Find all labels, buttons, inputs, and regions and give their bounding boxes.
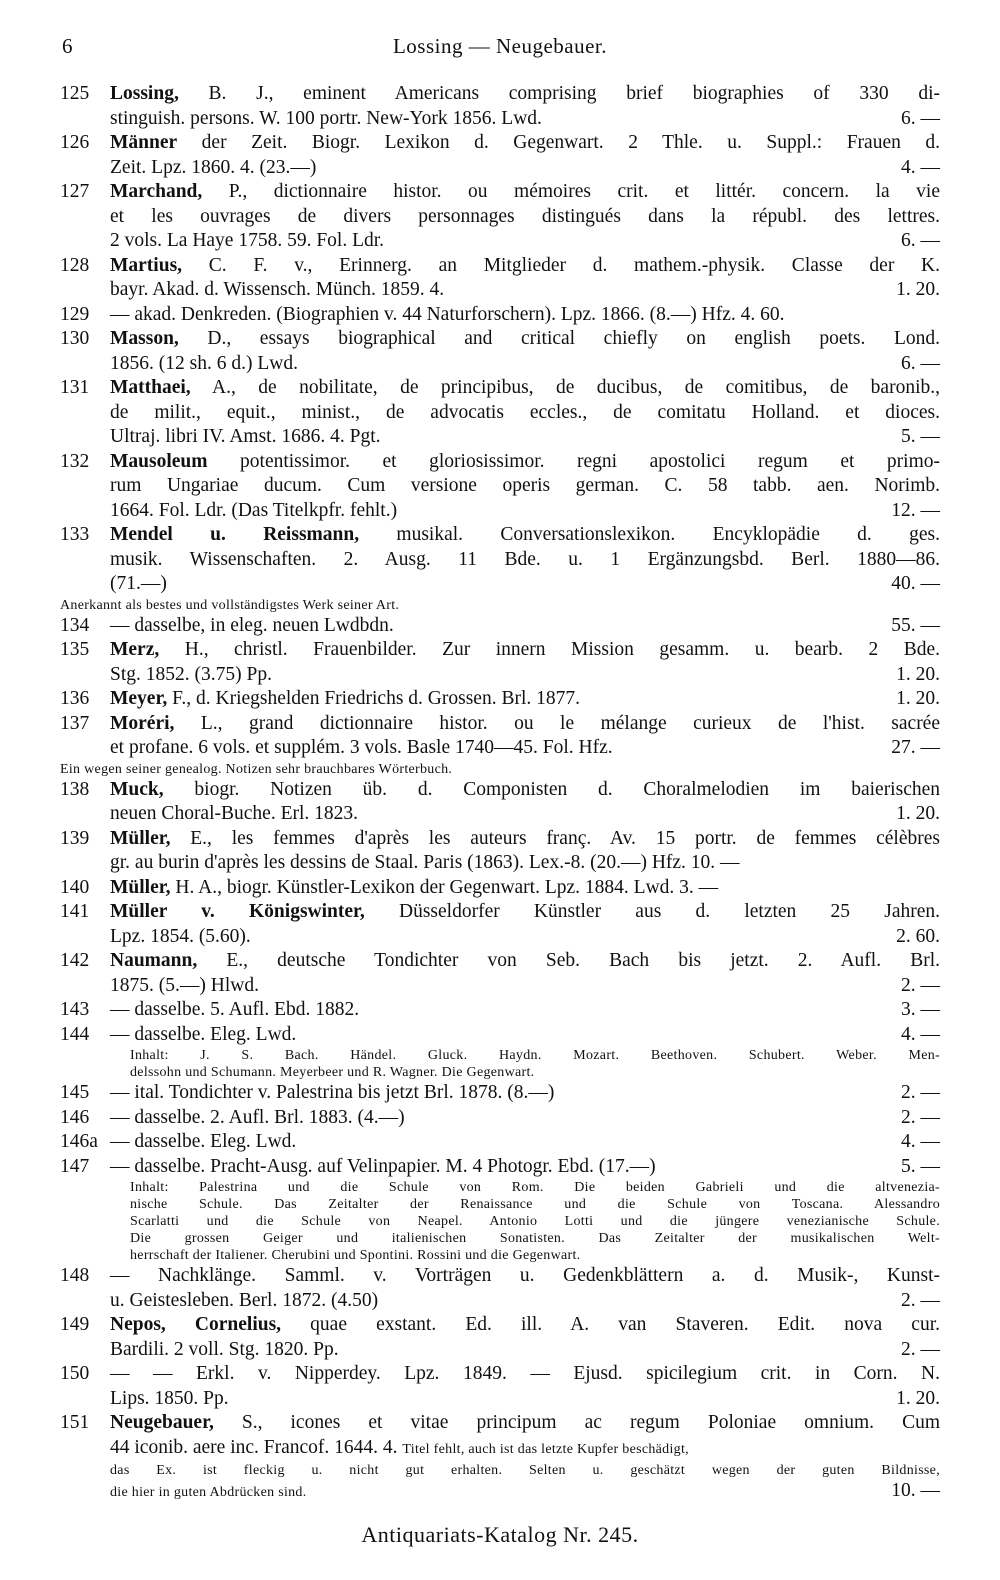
entry-number: 149 [60, 1314, 90, 1335]
entry-note: das Ex. ist fleckig u. nicht gut erhalten. Selten u. geschätzt wegen der guten Bildnisse, [110, 1463, 940, 1478]
entry-price: 2. 60. [896, 925, 940, 947]
entry-number: 139 [60, 827, 90, 849]
entry-text: — dasselbe. Pracht-Ausg. auf Velinpapier. M. 4 Photogr. Ebd. (17.—) [110, 1155, 656, 1177]
catalog-entry [0, 712, 1000, 778]
entry-price: 10. — [891, 1480, 940, 1501]
catalog-entry [0, 1411, 1000, 1506]
entry-text: F., d. Kriegshelden Friedrichs d. Grossen. Brl. 1877. [167, 688, 580, 709]
entry-number: 132 [60, 450, 90, 472]
entry-author: Merz, [110, 639, 160, 660]
entry-note: Inhalt: Palestrina und die Schule von Rom. Die beiden Gabrieli und die altvenezia- [130, 1180, 940, 1195]
entry-line [0, 82, 1000, 107]
entry-number: 141 [60, 901, 90, 922]
entry-price: 5. — [901, 1155, 940, 1177]
entry-line [0, 949, 1000, 974]
entry-note: die hier in guten Abdrücken sind. [110, 1485, 307, 1500]
entry-text: musik. Wissenschaften. 2. Ausg. 11 Bde. u. 1 Ergänzungsbd. Berl. 1880—86. [110, 548, 940, 570]
entry-note: herrschaft der Italiener. Cherubini und Spontini. Rossini und die Gegenwart. [130, 1248, 581, 1263]
entry-price: 4. — [901, 156, 940, 178]
entry-author: Müller, [110, 827, 171, 849]
entry-line [0, 474, 1000, 499]
entry-note: Anerkannt als bestes und vollständigstes Werk seiner Art. [60, 597, 400, 613]
catalog-entry [0, 1362, 1000, 1411]
entry-text: stinguish. persons. W. 100 portr. New-York 1856. Lwd. [110, 107, 542, 129]
entry-text: potentissimor. et gloriosissimor. regni apostolici regum et primo- [207, 450, 940, 472]
entry-number: 127 [60, 181, 90, 202]
entry-number: 143 [60, 999, 90, 1020]
entry-line [0, 1479, 1000, 1506]
entry-note: Ein wegen seiner genealog. Notizen sehr brauchbares Wörterbuch. [60, 761, 453, 777]
entry-number: 131 [60, 377, 90, 398]
entry-text: de milit., equit., minist., de advocatis eccles., de comitatu Holland. et dioces. [110, 401, 940, 423]
entry-price: 2. — [901, 974, 940, 996]
entry-line [0, 107, 1000, 132]
entry-text: Düsseldorfer Künstler aus d. letzten 25 Jahren. [364, 901, 940, 922]
entry-text: Bardili. 2 voll. Stg. 1820. Pp. [110, 1338, 339, 1360]
entry-number: 129 [60, 303, 90, 325]
entry-text: A., de nobilitate, de principibus, de ducibus, de comitibus, de baronib., [190, 377, 940, 398]
catalog-entry [0, 131, 1000, 180]
catalog-entry [0, 876, 1000, 901]
catalog-entry [0, 1106, 1000, 1131]
catalog-entry [0, 523, 1000, 614]
entry-text: 2 vols. La Haye 1758. 59. Fol. Ldr. [110, 230, 385, 251]
entry-number: 142 [60, 950, 90, 971]
entry-text: — akad. Denkreden. (Biographien v. 44 Naturforschern). Lpz. 1866. (8.—) Hfz. 4. 60. [110, 303, 785, 325]
entry-text: E., les femmes d'après les auteurs franç. Av. 15 portr. de femmes célèbres [170, 827, 940, 849]
catalog-entry [0, 254, 1000, 303]
entry-author: Lossing, [110, 83, 179, 104]
entry-price: 40. — [891, 573, 940, 594]
entry-number: 144 [60, 1023, 90, 1045]
entry-author: Moréri, [110, 712, 175, 734]
entry-price: 6. — [901, 230, 940, 251]
entry-text: H. A., biogr. Künstler-Lexikon der Gegenwart. Lpz. 1884. Lwd. 3. — [170, 876, 719, 898]
entry-line [0, 523, 1000, 548]
entry-line [0, 1387, 1000, 1412]
catalog-entry [0, 638, 1000, 687]
entry-author: Marchand, [110, 181, 203, 202]
entry-text: — ital. Tondichter v. Palestrina bis jetzt Brl. 1878. (8.—) [110, 1082, 555, 1103]
entry-line [0, 1106, 1000, 1131]
entry-price: 27. — [891, 737, 940, 758]
entry-line [0, 1130, 1000, 1155]
catalog-entry [0, 1155, 1000, 1265]
entry-text: 1664. Fol. Ldr. (Das Titelkpfr. fehlt.) [110, 499, 398, 521]
entry-text: 44 iconib. aere inc. Francof. 1644. 4. [110, 1436, 403, 1458]
running-title: Lossing — Neugebauer. [392, 34, 608, 58]
entry-line [0, 802, 1000, 827]
entry-number: 137 [60, 712, 90, 734]
entry-text: bayr. Akad. d. Wissensch. Münch. 1859. 4. [110, 279, 445, 300]
entry-line [0, 778, 1000, 803]
catalog-entries [0, 82, 1000, 1506]
catalog-entry [0, 1081, 1000, 1106]
entry-note: Scarlatti und die Schule von Neapel. Antonio Lotti und die jüngere venezianische Schule. [130, 1214, 940, 1229]
entry-line [0, 974, 1000, 999]
entry-number: 150 [60, 1363, 90, 1384]
entry-text: Stg. 1852. (3.75) Pp. [110, 663, 272, 685]
entry-line [0, 851, 1000, 876]
entry-number: 147 [60, 1155, 90, 1177]
entry-text: — Nachklänge. Samml. v. Vorträgen u. Gedenkblättern a. d. Musik-, Kunst- [110, 1265, 940, 1286]
entry-line [0, 327, 1000, 352]
entry-author: Meyer, [110, 688, 168, 709]
entry-number: 125 [60, 83, 90, 104]
catalog-entry [0, 827, 1000, 876]
entry-text: quae exstant. Ed. ill. A. van Staveren. Edit. nova cur. [281, 1314, 940, 1335]
entry-text: 1856. (12 sh. 6 d.) Lwd. [110, 352, 298, 374]
entry-line [0, 180, 1000, 205]
entry-number: 151 [60, 1412, 90, 1433]
entry-price: 6. — [901, 352, 940, 374]
entry-note: Die grossen Geiger und italienischen Sonatisten. Das Zeitalter der musikalischen Welt- [130, 1231, 940, 1246]
entry-price: 6. — [901, 107, 940, 129]
entry-note: nische Schule. Das Zeitalter der Renaissance und die Schule von Toscana. Alessandro [130, 1197, 940, 1212]
entry-line [0, 1436, 1000, 1463]
entry-note: Inhalt: J. S. Bach. Händel. Gluck. Haydn. Mozart. Beethoven. Schubert. Weber. Men- [130, 1048, 940, 1063]
entry-price: 1. 20. [896, 688, 940, 709]
catalog-entry [0, 778, 1000, 827]
entry-price: 2. — [901, 1106, 940, 1128]
entry-text: D., essays biographical and critical chiefly on english poets. Lond. [178, 328, 940, 349]
entry-line [0, 205, 1000, 230]
catalog-entry [0, 949, 1000, 998]
page-header [0, 34, 1000, 60]
catalog-entry [0, 180, 1000, 254]
entry-line [0, 1264, 1000, 1289]
entry-line [0, 229, 1000, 254]
entry-line [0, 1411, 1000, 1436]
entry-author: Neugebauer, [110, 1412, 214, 1433]
entry-text: Lips. 1850. Pp. [110, 1387, 229, 1409]
entry-line [0, 900, 1000, 925]
catalog-entry [0, 82, 1000, 131]
entry-line [0, 876, 1000, 901]
catalog-entry [0, 1130, 1000, 1155]
entry-line [0, 376, 1000, 401]
entry-author: Muck, [110, 778, 164, 800]
entry-text: neuen Choral-Buche. Erl. 1823. [110, 803, 359, 824]
entry-number: 128 [60, 254, 90, 276]
entry-text: gr. au burin d'après les dessins de Staal. Paris (1863). Lex.-8. (20.—) Hfz. 10. — [110, 852, 740, 873]
entry-number: 126 [60, 132, 90, 153]
catalog-entry [0, 376, 1000, 450]
entry-line [0, 1313, 1000, 1338]
entry-price: 3. — [901, 999, 940, 1020]
entry-text: S., icones et vitae principum ac regum Poloniae omnium. Cum [213, 1412, 940, 1433]
entry-text: (71.—) [110, 573, 167, 594]
entry-line [0, 1338, 1000, 1363]
entry-line [0, 614, 1000, 639]
entry-price: 4. — [901, 1023, 940, 1045]
entry-text: B. J., eminent Americans comprising brief biographies of 330 di- [178, 83, 940, 104]
entry-line [0, 131, 1000, 156]
entry-note: Titel fehlt, auch ist das letzte Kupfer beschädigt, [402, 1441, 689, 1457]
entry-text: — dasselbe. Eleg. Lwd. [110, 1131, 297, 1152]
catalog-entry [0, 1023, 1000, 1082]
entry-text: et profane. 6 vols. et supplém. 3 vols. Basle 1740—45. Fol. Hfz. [110, 737, 613, 758]
entry-line [0, 254, 1000, 279]
entry-price: 5. — [901, 426, 940, 447]
entry-author: Nepos, Cornelius, [110, 1314, 282, 1335]
entry-number: 138 [60, 778, 90, 800]
entry-line [0, 998, 1000, 1023]
catalog-entry [0, 614, 1000, 639]
catalog-footer: Antiquariats-Katalog Nr. 245. [361, 1522, 639, 1547]
entry-price: 2. — [901, 1338, 940, 1360]
entry-number: 140 [60, 876, 90, 898]
entry-text: — — Erkl. v. Nipperdey. Lpz. 1849. — Ejusd. spicilegium crit. in Corn. N. [110, 1363, 940, 1384]
entry-text: Zeit. Lpz. 1860. 4. (23.—) [110, 156, 317, 178]
entry-line [0, 1362, 1000, 1387]
entry-text: 1875. (5.—) Hlwd. [110, 974, 259, 996]
entry-line [0, 499, 1000, 524]
entry-text: Lpz. 1854. (5.60). [110, 925, 251, 947]
catalog-entry [0, 450, 1000, 524]
entry-line [0, 687, 1000, 712]
entry-price: 55. — [891, 614, 940, 636]
entry-text: u. Geistesleben. Berl. 1872. (4.50) [110, 1289, 379, 1311]
entry-number: 146a [60, 1131, 98, 1152]
entry-author: Müller v. Königswinter, [110, 901, 365, 922]
entry-line [0, 712, 1000, 737]
entry-line [0, 352, 1000, 377]
catalog-entry [0, 900, 1000, 949]
entry-number: 135 [60, 639, 90, 660]
entry-line [0, 425, 1000, 450]
entry-line [0, 572, 1000, 597]
entry-text: P., dictionnaire histor. ou mémoires crit. et littér. concern. la vie [202, 181, 940, 202]
entry-note: delssohn und Schumann. Meyerbeer und R. Wagner. Die Gegenwart. [130, 1065, 535, 1080]
entry-number: 145 [60, 1082, 90, 1103]
entry-text: E., deutsche Tondichter von Seb. Bach bis jetzt. 2. Aufl. Brl. [197, 950, 940, 971]
entry-price: 12. — [891, 499, 940, 521]
entry-text: biogr. Notizen üb. d. Componisten d. Choralmelodien im baierischen [163, 778, 940, 800]
entry-line [0, 638, 1000, 663]
catalog-entry [0, 303, 1000, 328]
entry-text: musikal. Conversationslexikon. Encyklopädie d. ges. [359, 524, 940, 545]
entry-author: Müller, [110, 876, 171, 898]
catalog-entry [0, 1264, 1000, 1313]
entry-price: 4. — [901, 1131, 940, 1152]
entry-text: — dasselbe. 2. Aufl. Brl. 1883. (4.—) [110, 1106, 405, 1128]
entry-line [0, 736, 1000, 761]
entry-line [0, 156, 1000, 181]
entry-price: 1. 20. [896, 1387, 940, 1409]
entry-price: 1. 20. [896, 279, 940, 300]
entry-number: 133 [60, 524, 90, 545]
entry-line [0, 1081, 1000, 1106]
entry-line [0, 1155, 1000, 1180]
entry-line [0, 1023, 1000, 1048]
entry-author: Männer [110, 132, 178, 153]
entry-author: Masson, [110, 328, 179, 349]
entry-price: 1. 20. [896, 803, 940, 824]
entry-line [0, 278, 1000, 303]
catalog-entry [0, 687, 1000, 712]
entry-text: rum Ungariae ducum. Cum versione operis german. C. 58 tabb. aen. Norimb. [110, 475, 940, 496]
entry-line [0, 401, 1000, 426]
entry-number: 134 [60, 614, 90, 636]
entry-price: 2. — [901, 1289, 940, 1311]
catalog-entry [0, 998, 1000, 1023]
page-number: 6 [62, 34, 73, 58]
entry-line [0, 827, 1000, 852]
entry-price: 1. 20. [896, 663, 940, 685]
entry-line [0, 925, 1000, 950]
entry-author: Mausoleum [110, 450, 208, 472]
entry-text: C. F. v., Erinnerg. an Mitglieder d. mathem.-physik. Classe der K. [182, 254, 940, 276]
catalog-entry [0, 327, 1000, 376]
entry-text: et les ouvrages de divers personnages distingués dans la républ. des lettres. [110, 205, 940, 227]
entry-line [0, 450, 1000, 475]
entry-author: Martius, [110, 254, 183, 276]
entry-number: 136 [60, 688, 90, 709]
catalog-entry [0, 1313, 1000, 1362]
entry-line [0, 303, 1000, 328]
entry-text: — dasselbe. 5. Aufl. Ebd. 1882. [110, 999, 360, 1020]
entry-author: Naumann, [110, 950, 198, 971]
entry-line [0, 548, 1000, 573]
entry-text: L., grand dictionnaire histor. ou le mélange curieux de l'hist. sacrée [174, 712, 940, 734]
entry-number: 130 [60, 328, 90, 349]
entry-text: der Zeit. Biogr. Lexikon d. Gegenwart. 2 Thle. u. Suppl.: Frauen d. [177, 132, 940, 153]
entry-number: 148 [60, 1265, 90, 1286]
entry-text: Ultraj. libri IV. Amst. 1686. 4. Pgt. [110, 426, 381, 447]
entry-line [0, 1289, 1000, 1314]
entry-author: Mendel u. Reissmann, [110, 524, 360, 545]
entry-price: 2. — [901, 1082, 940, 1103]
entry-text: — dasselbe, in eleg. neuen Lwdbdn. [110, 614, 394, 636]
entry-text: H., christl. Frauenbilder. Zur innern Mission gesamm. u. bearb. 2 Bde. [159, 639, 940, 660]
entry-number: 146 [60, 1106, 90, 1128]
entry-author: Matthaei, [110, 377, 191, 398]
entry-line [0, 663, 1000, 688]
entry-text: — dasselbe. Eleg. Lwd. [110, 1023, 297, 1045]
